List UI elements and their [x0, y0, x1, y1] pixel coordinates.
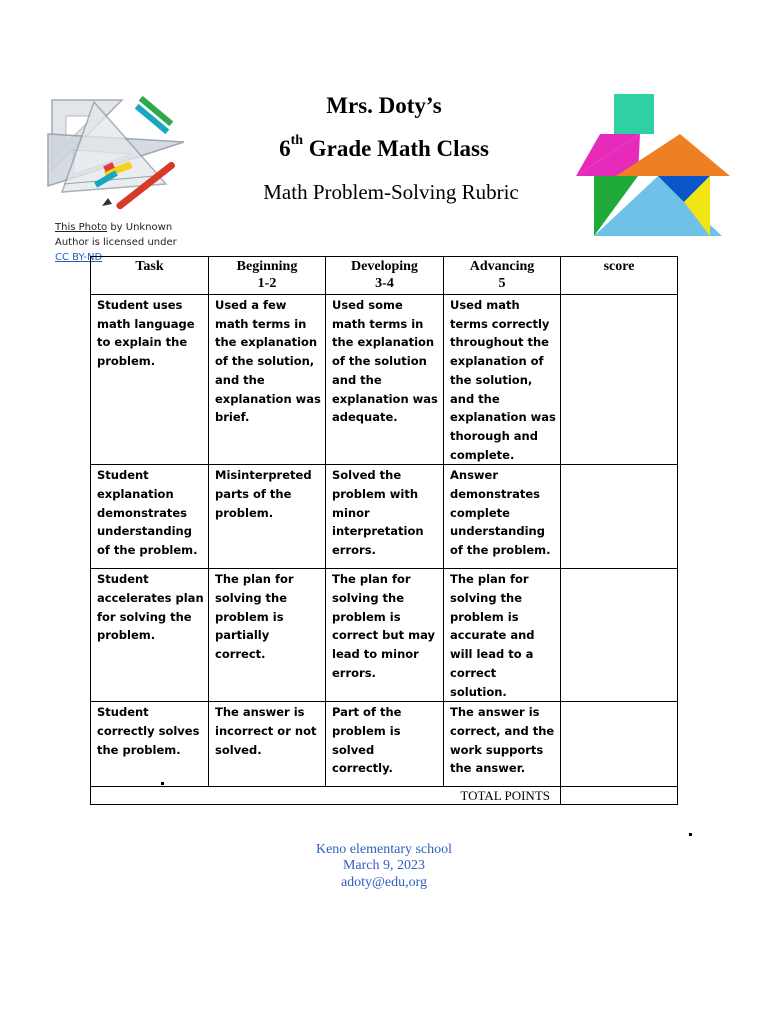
score-cell[interactable]	[561, 295, 678, 465]
license-link[interactable]: CC BY-ND	[55, 252, 103, 263]
email-text[interactable]: adoty@edu,org	[340, 875, 428, 890]
table-row	[91, 465, 678, 569]
header-beginning	[209, 257, 326, 295]
header-developing	[326, 257, 444, 295]
advancing-cell: Used math terms correctly throughout the explanation of the solution, and the explanation was thorough and complete.	[444, 295, 561, 465]
rubric-subtitle: Math Problem-Solving Rubric	[263, 180, 519, 204]
table-header-row	[91, 257, 678, 295]
beginning-cell: The plan for solving the problem is partially correct.	[209, 569, 326, 702]
header-developing-label: Developing	[351, 259, 418, 274]
math-tools-clipart	[44, 94, 186, 218]
rubric-table	[90, 256, 678, 805]
header-task-label: Task	[135, 259, 164, 274]
grade-number: 6	[279, 136, 291, 161]
page-title: Mrs. Doty’s	[326, 93, 442, 118]
grade-suffix: th	[290, 133, 304, 148]
header-score	[561, 257, 678, 295]
total-points-label: TOTAL POINTS	[91, 787, 561, 805]
task-cell: Student accelerates plan for solving the problem.	[91, 569, 209, 702]
header-score-label: score	[603, 259, 635, 274]
score-cell[interactable]	[561, 465, 678, 569]
header-developing-range: 3-4	[375, 276, 394, 291]
task-cell: Student correctly solves the problem.	[91, 702, 209, 787]
beginning-cell: Misinterpreted parts of the problem.	[209, 465, 326, 569]
header-advancing-range: 5	[498, 276, 506, 291]
developing-cell: Solved the problem with minor interpretation errors.	[326, 465, 444, 569]
photo-link[interactable]: This Photo	[55, 222, 108, 233]
score-cell[interactable]	[561, 569, 678, 702]
advancing-cell: The answer is correct, and the work supports the answer.	[444, 702, 561, 787]
header-beginning-range: 1-2	[257, 276, 277, 291]
total-score-cell[interactable]	[561, 787, 678, 805]
task-cell: Student uses math language to explain the problem.	[91, 295, 209, 465]
tangram-house-image	[572, 92, 732, 238]
advancing-cell: Answer demonstrates complete understanding of the problem.	[444, 465, 561, 569]
table-row	[91, 569, 678, 702]
developing-cell: Used some math terms in the explanation of the solution and the explanation was adequate.	[326, 295, 444, 465]
table-row	[91, 702, 678, 787]
beginning-cell: Used a few math terms in the explanation of the solution, and the explanation was brief.	[209, 295, 326, 465]
stray-dot	[161, 782, 164, 785]
header-advancing-label: Advancing	[469, 259, 535, 274]
total-row	[91, 787, 678, 805]
date-text: March 9, 2023	[342, 858, 426, 873]
header-beginning-label: Beginning	[236, 259, 298, 274]
beginning-cell: The answer is incorrect or not solved.	[209, 702, 326, 787]
school-name: Keno elementary school	[315, 842, 453, 857]
task-cell: Student explanation demonstrates understanding of the problem.	[91, 465, 209, 569]
stray-dot	[689, 833, 692, 836]
header-task	[91, 257, 209, 295]
developing-cell: The plan for solving the problem is correct but may lead to minor errors.	[326, 569, 444, 702]
advancing-cell: The plan for solving the problem is accurate and will lead to a correct solution.	[444, 569, 561, 702]
table-row	[91, 295, 678, 465]
header-advancing	[444, 257, 561, 295]
score-cell[interactable]	[561, 702, 678, 787]
photo-credit-author: by Unknown	[107, 222, 173, 233]
class-title-text: Grade Math Class	[303, 136, 489, 161]
photo-credit-license-text: Author is licensed under	[55, 237, 177, 248]
developing-cell: Part of the problem is solved correctly.	[326, 702, 444, 787]
